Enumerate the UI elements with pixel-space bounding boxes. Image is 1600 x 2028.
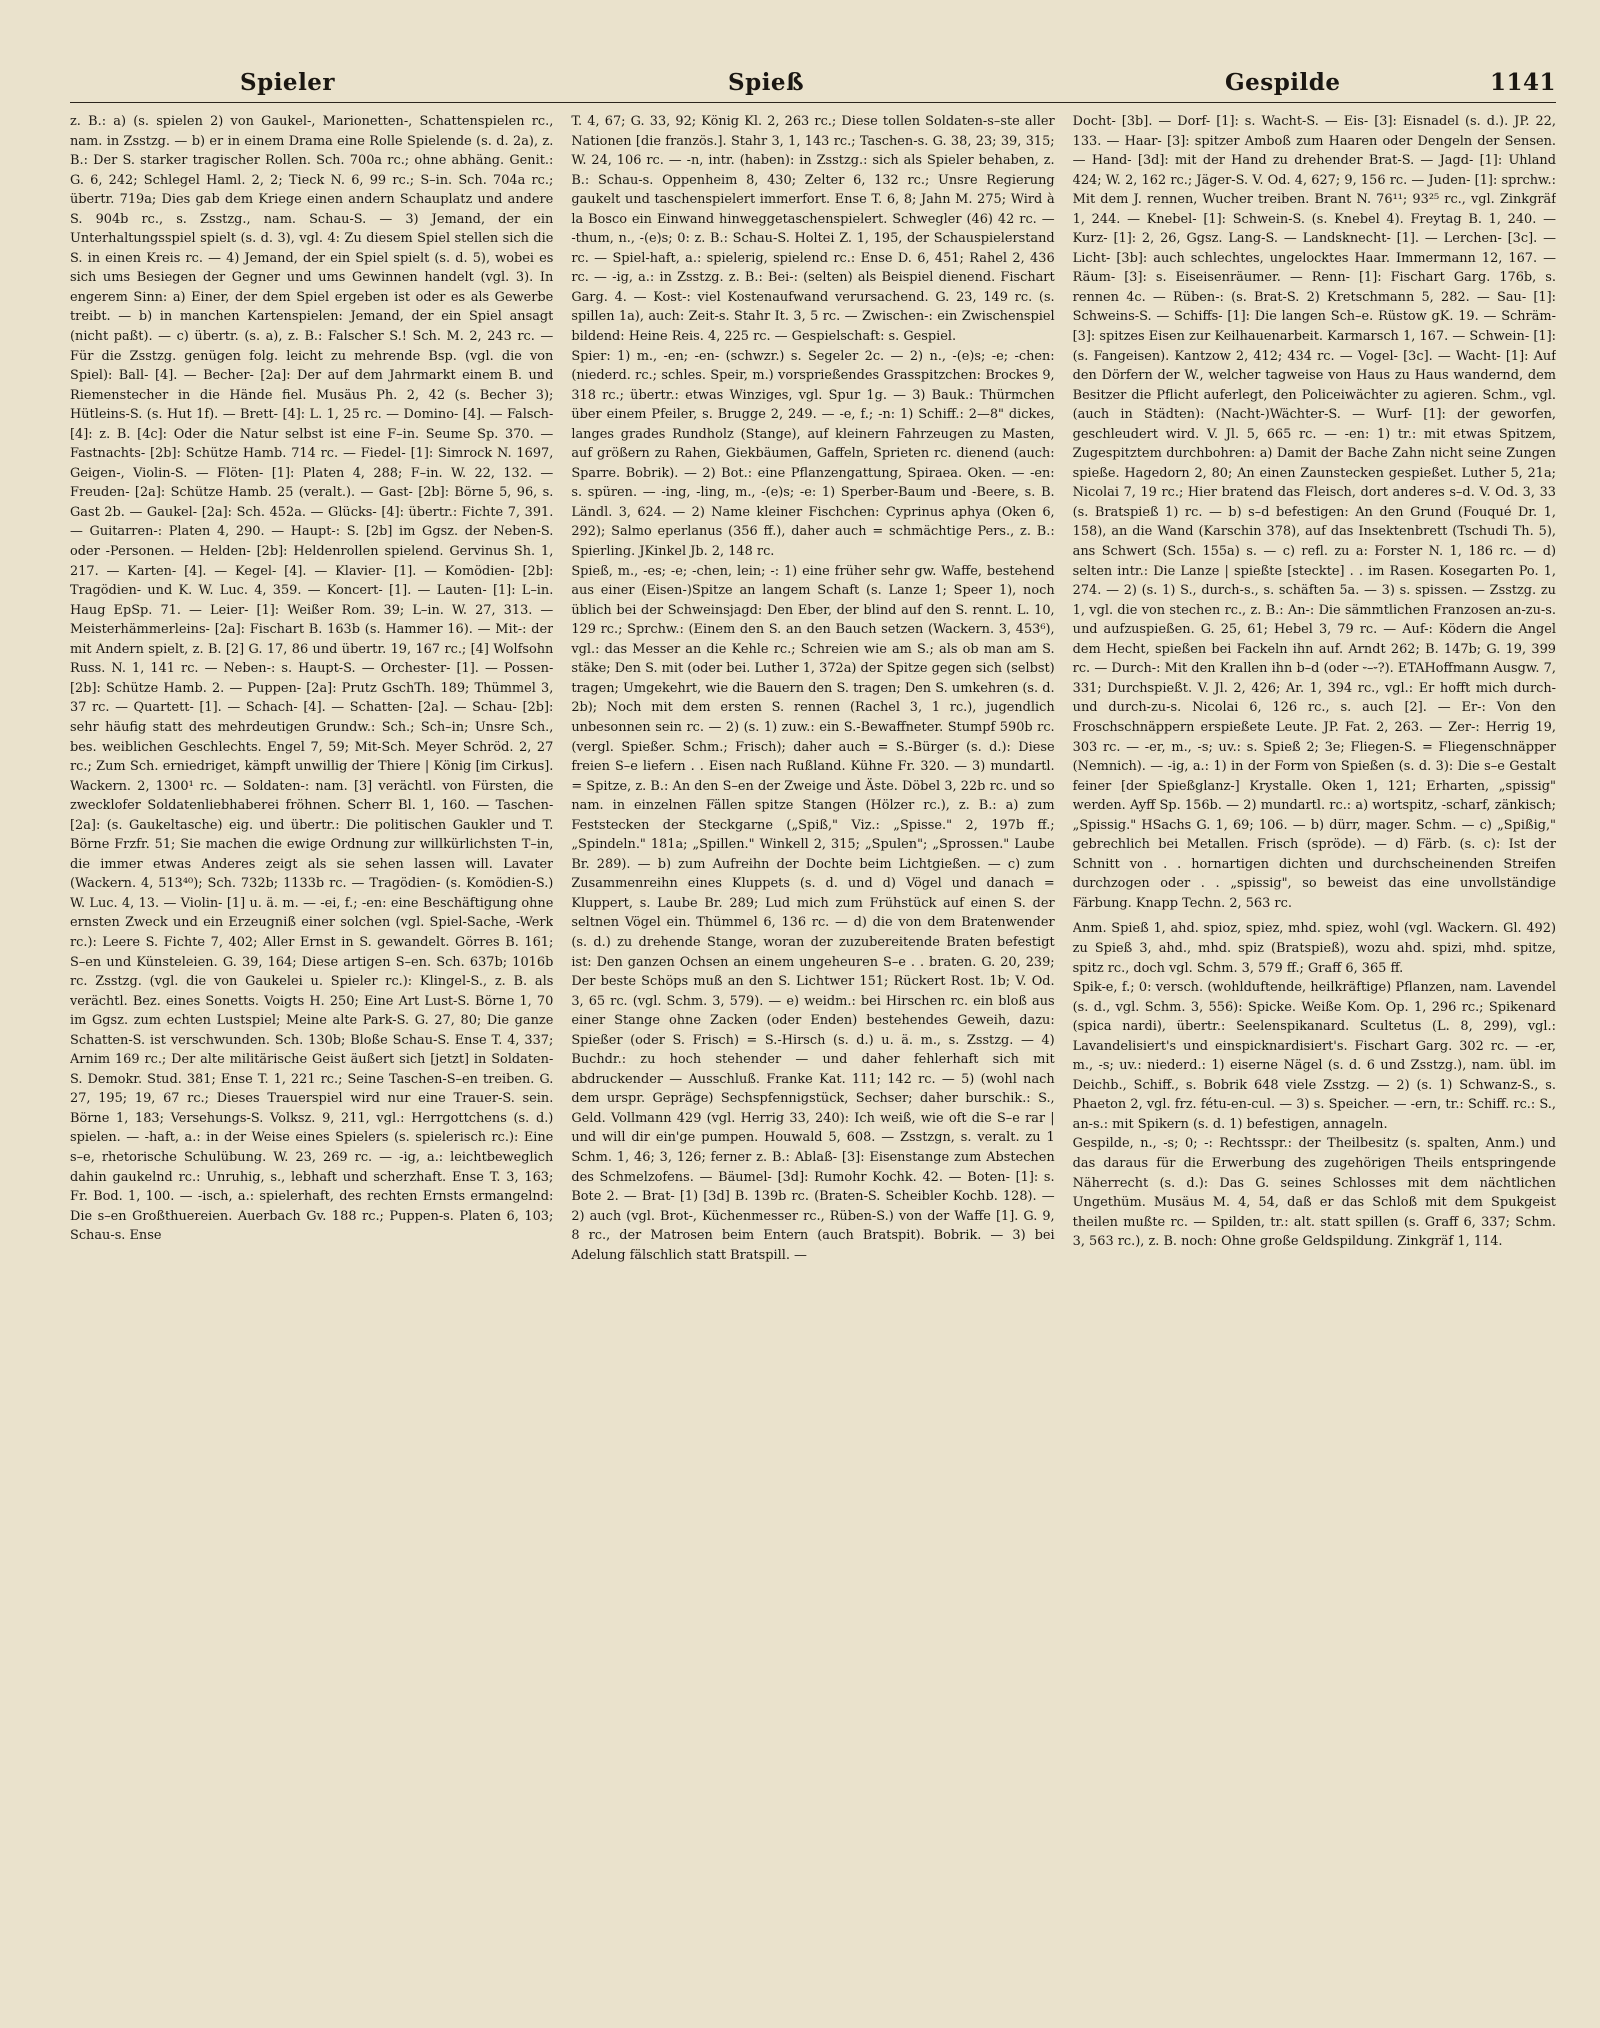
column-1 [70, 112, 553, 2012]
entry-paragraph: Spik-e, f.; 0: versch. (wohlduftende, heilkräftige) Pflanzen, nam. Lavendel (s. d., vgl. Schm. 3, 556): Spicke. Weiße Kom. Op. 1, 296 rc.; Spikenard (spica nardi), übertr.: Seelenspikanard. Scultetus (L. 8, 299), vgl.: Lavandelisiert's und einspicknardisiert's. Fischart Garg. 302 rc. — -er, m., -s; uv.: niederd.: 1) eiserne Nägel (s. d. 6 und Zsstzg.), nam. übl. im Deichb., Schiff., s. Bobrik 648 viele Zsstzg. — 2) (s. 1) Schwanz-S., s. Phaeton 2, vgl. frz. fétu-en-cul. — 3) s. Speicher. — -ern, tr.: Schiff. rc.: S., an-s.: mit Spikern (s. d. 1) befestigen, annageln. [1072, 980, 1556, 1132]
header-left-catchword: Spieler [240, 69, 336, 96]
column-2 [571, 112, 1054, 2012]
page-number: 1141 [1489, 69, 1556, 96]
column-3 [1073, 112, 1556, 2012]
text-columns [70, 112, 1556, 2012]
entry-paragraph: Spier: 1) m., -en; -en- (schwzr.) s. Segeler 2c. — 2) n., -(e)s; -e; -chen: (niederd. rc.; schles. Speir, m.) vorsprießendes Grasspitzchen: Brockes 9, 318 rc.; übertr.: etwas Winziges, vgl. Spur 1g. — 3) Bauk.: Thürmchen über einem Pfeiler, s. Brugge 2, 249. — -e, f.; -n: 1) Schiff.: 2—8" dickes, langes grades Rundholz (Stange), auf kleinern Fahrzeugen zu Masten, auf größern zu Rahen, Giekbäumen, Gaffeln, Sprieten rc. dienend (auch: Sparre. Bobrik). — 2) Bot.: eine Pflanzengattung, Spiraea. Oken. — -en: s. spüren. — -ing, -ling, m., -(e)s; -e: 1) Sperber-Baum und -Beere, s. B. Ländl. 3, 624. — 2) Name kleiner Fischchen: Cyprinus aphya (Oken 6, 292); Salmo eperlanus (356 ff.), daher auch = schmächtige Pers., z. B.: Spierling. JKinkel Jb. 2, 148 rc. [571, 348, 1055, 560]
header-right-catchword: Gespilde [1225, 69, 1341, 96]
header-middle-catchword: Spieß [728, 69, 805, 96]
etymology-note: Anm. Spieß 1, ahd. spioz, spiez, mhd. spiez, wohl (vgl. Wackern. Gl. 492) zu Spieß 3, ahd., mhd. spiz (Bratspieß), wozu ahd. spizi, mhd. spitze, spitz rc., doch vgl. Schm. 3, 579 ff.; Graff 6, 365 ff. [1072, 921, 1556, 976]
entry-paragraph: T. 4, 67; G. 33, 92; König Kl. 2, 263 rc.; Diese tollen Soldaten-s–ste aller Nationen [die französ.]. Stahr 3, 1, 143 rc.; Taschen-s. G. 38, 23; 39, 315; W. 24, 106 rc. — -n, intr. (haben): in Zsstzg.: sich als Spieler behaben, z. B.: Schau-s. Oppenheim 8, 430; Zelter 6, 132 rc.; Unsre Regierung gaukelt und taschenspielert immerfort. Ense T. 6, 8; Jahn M. 275; Wird à la Bosco ein Einwand hinweggetaschenspielert. Schwegler (46) 42 rc. — -thum, n., -(e)s; 0: z. B.: Schau-S. Holtei Z. 1, 195, der Schauspielerstand rc. — Spiel-haft, a.: spielerig, spielend rc.: Ense D. 6, 451; Rahel 2, 436 rc. — -ig, a.: in Zsstzg. z. B.: Bei-: (selten) als Beispiel dienend. Fischart Garg. 4. — Kost-: viel Kostenaufwand verursachend. G. 23, 149 rc. (s. spillen 1a), auch: Zeit-s. Stahr It. 3, 5 rc. — Zwischen-: ein Zwischenspiel bildend: Heine Reis. 4, 225 rc. — Gespielschaft: s. Gespiel. [571, 114, 1055, 345]
entry-paragraph: Docht- [3b]. — Dorf- [1]: s. Wacht-S. — Eis- [3]: Eisnadel (s. d.). JP. 22, 133. — Haar- [3]: spitzer Amboß zum Haaren oder Dengeln der Sensen. — Hand- [3d]: mit der Hand zu drehender Brat-S. — Jagd- [1]: Uhland 424; W. 2, 162 rc.; Jäger-S. V. Od. 4, 627; 9, 156 rc. — Juden- [1]: sprchw.: Mit dem J. rennen, Wucher treiben. Brant N. 76¹¹; 93²⁵ rc., vgl. Zinkgräf 1, 244. — Knebel- [1]: Schwein-S. (s. Knebel 4). Freytag B. 1, 240. — Kurz- [1]: 2, 26, Ggsz. Lang-S. — Landsknecht- [1]. — Lerchen- [3c]. — Licht- [3b]: auch schlechtes, ungelocktes Haar. Immermann 12, 167. — Räum- [3]: s. Eiseisenräumer. — Renn- [1]: Fischart Garg. 176b, s. rennen 4c. — Rüben-: (s. Brat-S. 2) Kretschmann 5, 282. — Sau- [1]: Schweins-S. — Schiffs- [1]: Die langen Sch–e. Rüstow gK. 19. — Schräm- [3]: spitzes Eisen zur Keilhauenarbeit. Karmarsch 1, 167. — Schwein- [1]: (s. Fangeisen). Kantzow 2, 412; 434 rc. — Vogel- [3c]. — Wacht- [1]: Auf den Dörfern der W., welcher tagweise von Haus zu Haus wandernd, dem Besitzer die Pflicht auferlegt, den Policeiwächter zu agieren. Schm., vgl. (auch in Städten): (Nacht-)Wächter-S. — Wurf- [1]: der geworfen, geschleudert wird. V. Jl. 5, 665 rc. — -en: 1) tr.: mit etwas Spitzem, Zugespitztem durchbohren: a) Damit der Bache Zahn nicht seine Zungen spieße. Hagedorn 2, 80; An einen Zaunstecken gespießet. Luther 5, 21a; Nicolai 7, 19 rc.; Hier bratend das Fleisch, dort anderes s–d. V. Od. 3, 33 (s. Bratspieß 1) rc. — b) s–d befestigen: An den Grund (Fouqué Dr. 1, 158), an die Wand (Karschin 378), auf das Insektenbrett (Tschudi Th. 5), ans Schwert (Sch. 155a) s. — c) refl. zu a: Forster N. 1, 186 rc. — d) selten intr.: Die Lanze | spießte [steckte] . . im Rasen. Kosegarten Po. 1, 274. — 2) (s. 1) S., durch-s., s. schäften 5a. — 3) s. spissen. — Zsstzg. zu 1, vgl. die von stechen rc., z. B.: An-: Die sämmtlichen Franzosen an-zu-s. und aufzuspießen. G. 25, 61; Hebel 3, 79 rc. — Auf-: Ködern die Angel dem Hecht, spießen bei Fackeln ihn auf. Arndt 262; B. 147b; G. 19, 399 rc. — Durch-: Mit den Krallen ihn b–d (oder ⏑–⏑?). ETAHoffmann Ausgw. 7, 331; Durchspießt. V. Jl. 2, 426; Ar. 1, 394 rc., vgl.: Er hofft mich durch- und durch-zu-s. Nicolai 6, 126 rc., s. auch [2]. — Er-: Von den Froschschnäppern erspießete Leute. JP. Fat. 2, 263. — Zer-: Herrig 19, 303 rc. — -er, m., -s; uv.: s. Spieß 2; 3e; Fliegen-S. = Fliegenschnäpper (Nemnich). — -ig, a.: 1) in der Form von Spießen (s. d. 3): Die s–e Gestalt feiner [der Spießglanz-] Krystalle. Oken 1, 121; Erharten, „spissig" werden. Ayff Sp. 156b. — 2) mundartl. rc.: a) wortspitz, -scharf, zänkisch; „Spissig." HSachs G. 1, 69; 106. — b) dürr, mager. Schm. — c) „Spißig," gebrechlich bei Metallen. Frisch (spröde). — d) Färb. (s. c): Ist der Schnitt von . . hornartigen dichten und durchscheinenden Streifen durchzogen oder . . „spissig", so beweist das eine unvollständige Färbung. Knapp Techn. 2, 563 rc. [1072, 114, 1556, 911]
entry-paragraph: Spieß, m., -es; -e; -chen, lein; -: 1) eine früher sehr gw. Waffe, bestehend aus einer (Eisen-)Spitze an langem Schaft (s. Lanze 1; Speer 1), noch üblich bei der Schweinsjagd: Den Eber, der blind auf den S. rennt. L. 10, 129 rc.; Sprchw.: (Einem den S. an den Bauch setzen (Wackern. 3, 453⁶), vgl.: das Messer an die Kehle rc.; Schreien wie am S.; als ob man am S. stäke; Den S. mit (oder bei. Luther 1, 372a) der Spitze gegen sich (selbst) tragen; Umgekehrt, wie die Bauern den S. tragen; Den S. umkehren (s. d. 2b); Noch mit dem ersten S. rennen (Rachel 3, 1 rc.), jugendlich unbesonnen sein rc. — 2) (s. 1) zuw.: ein S.-Bewaffneter. Stumpf 590b rc. (vergl. Spießer. Schm.; Frisch); daher auch = S.-Bürger (s. d.): Diese freien S–e liefern . . Eisen nach Rußland. Kühne Fr. 320. — 3) mundartl. = Spitze, z. B.: An den S–en der Zweige und Äste. Döbel 3, 22b rc. und so nam. in einzelnen Fällen spitze Stangen (Hölzer rc.), z. B.: a) zum Feststecken der Steckgarne („Spiß," Viz.: „Spisse." 2, 197b ff.; „Spindeln." 181a; „Spillen." Winkell 2, 315; „Spulen"; „Sprossen." Laube Br. 289). — b) zum Aufreihn der Dochte beim Lichtgießen. — c) zum Zusammenreihn eines Kluppets (s. d. und d) Vögel und danach = Kluppert, s. Laube Br. 289; Lud mich zum Frühstück auf einen S. der seltnen Vögel ein. Thümmel 6, 136 rc. — d) die von dem Bratenwender (s. d.) zu drehende Stange, woran der zuzubereitende Braten befestigt ist: Den ganzen Ochsen an einem ungeheuren S–e . . braten. G. 20, 239; Der beste Schöps muß an den S. Lichtwer 151; Rückert Rost. 1b; V. Od. 3, 65 rc. (vgl. Schm. 3, 579). — e) weidm.: bei Hirschen rc. ein bloß aus einer Stange ohne Zacken (oder Enden) bestehendes Geweih, dazu: Spießer (oder S. Frisch) = S.-Hirsch (s. d.) u. ä. m., s. Zsstzg. — 4) Buchdr.: zu hoch stehender — und daher fehlerhaft sich mit abdruckender — Ausschluß. Franke Kat. 111; 142 rc. — 5) (wohl nach dem urspr. Gepräge) Sechspfennigstück, Sechser; daher burschik.: S., Geld. Vollmann 429 (vgl. Herrig 33, 240): Ich weiß, wie oft die S–e rar | und will dir ein'ge pumpen. Houwald 5, 608. — Zsstzgn, s. veralt. zu 1 Schm. 1, 46; 3, 126; ferner z. B.: Ablaß- [3]: Eisenstange zum Abstechen des Schmelzofens. — Bäumel- [3d]: Rumohr Kochk. 42. — Boten- [1]: s. Bote 2. — Brat- [1) [3d] B. 139b rc. (Braten-S. Scheibler Kochb. 128). — 2) auch (vgl. Brot-, Küchenmesser rc., Rüben-S.) von der Waffe [1]. G. 9, 8 rc., der Matrosen beim Entern (auch Bratspit). Bobrik. — 3) bei Adelung fälschlich statt Bratspill. — [571, 563, 1055, 1263]
entry-paragraph: Gespilde, n., -s; 0; -: Rechtsspr.: der Theilbesitz (s. spalten, Anm.) und das daraus für die Erwerbung des zugehörigen Theils entspringende Näherrecht (s. d.): Das G. seines Schlosses mit dem nächtlichen Ungethüm. Musäus M. 4, 54, daß er das Schloß mit dem Spukgeist theilen mußte rc. — Spilden, tr.: alt. statt spillen (s. Graff 6, 337; Schm. 3, 563 rc.), z. B. noch: Ohne große Geldspildung. Zinkgräf 1, 114. [1072, 1136, 1556, 1250]
page-header [70, 62, 1556, 103]
entry-paragraph: z. B.: a) (s. spielen 2) von Gaukel-, Marionetten-, Schattenspielen rc., nam. in Zsstzg. — b) er in einem Drama eine Rolle Spielende (s. d. 2a), z. B.: Der S. starker tragischer Rollen. Sch. 700a rc.; ohne abhäng. Genit.: G. 6, 242; Schlegel Haml. 2, 2; Tieck N. 6, 99 rc.; S–in. Sch. 704a rc.; übertr. 719a; Dies gab dem Kriege einen andern Schauplatz und andere S. 904b rc., s. Zsstzg., nam. Schau-S. — 3) Jemand, der ein Unterhaltungsspiel spielt (s. d. 3), vgl. 4: Zu diesem Spiel stellen sich die S. in einen Kreis rc. — 4) Jemand, der ein Spiel spielt (s. d. 5), wobei es sich ums Besiegen der Gegner und ums Gewinnen handelt (vgl. 3). In engerem Sinn: a) Einer, der dem Spiel ergeben ist oder es als Gewerbe treibt. — b) in manchen Kartenspielen: Jemand, der ein Spiel ansagt (nicht paßt). — c) übertr. (s. a), z. B.: Falscher S.! Sch. M. 2, 243 rc. — Für die Zsstzg. genügen folg. leicht zu mehrende Bsp. (vgl. die von Spiel): Ball- [4]. — Becher- [2a]: Der auf dem Jahrmarkt einem B. und Riemenstecher in die Hände fiel. Musäus Ph. 2, 42 (s. Becher 3); Hütleins-S. (s. Hut 1f). — Brett- [4]: L. 1, 25 rc. — Domino- [4]. — Falsch- [4]: z. B. [4c]: Oder die Natur selbst ist eine F–in. Seume Sp. 370. — Fastnachts- [2b]: Schütze Hamb. 714 rc. — Fiedel- [1]: Simrock N. 1697, Geigen-, Violin-S. — Flöten- [1]: Platen 4, 288; F–in. W. 22, 132. — Freuden- [2a]: Schütze Hamb. 25 (veralt.). — Gast- [2b]: Börne 5, 96, s. Gast 2b. — Gaukel- [2a]: Sch. 452a. — Glücks- [4]: übertr.: Fichte 7, 391. — Guitarren-: Platen 4, 290. — Haupt-: S. [2b] im Ggsz. der Neben-S. oder -Personen. — Helden- [2b]: Heldenrollen spielend. Gervinus Sh. 1, 217. — Karten- [4]. — Kegel- [4]. — Klavier- [1]. — Komödien- [2b]: Tragödien- und K. W. Luc. 4, 359. — Koncert- [1]. — Lauten- [1]: L–in. Haug EpSp. 71. — Leier- [1]: Weißer Rom. 39; L–in. W. 27, 313. — Meisterhämmerleins- [2a]: Fischart B. 163b (s. Hammer 16). — Mit-: der mit Andern spielt, z. B. [2] G. 17, 86 und übertr. 19, 167 rc.; [4] Wolfsohn Russ. N. 1, 141 rc. — Neben-: s. Haupt-S. — Orchester- [1]. — Possen- [2b]: Schütze Hamb. 2. — Puppen- [2a]: Prutz GschTh. 189; Thümmel 3, 37 rc. — Quartett- [1]. — Schach- [4]. — Schatten- [2a]. — Schau- [2b]: sehr häufig statt des mehrdeutigen Grundw.: Sch.; Sch–in; Unsre Sch., bes. weiblichen Geschlechts. Engel 7, 59; Mit-Sch. Meyer Schröd. 2, 27 rc.; Zum Sch. erniedriget, kämpft unwillig der Thiere | König [im Cirkus]. Wackern. 2, 1300¹ rc. — Soldaten-: nam. [3] verächtl. von Fürsten, die zwecklofer Soldatenliebhaberei fröhnen. Scherr Bl. 1, 160. — Taschen- [2a]: (s. Gaukeltasche) eig. und übertr.: Die politischen Gaukler und T. Börne Frzfr. 51; Sie machen die ewige Ordnung zur willkürlichsten T–in, die immer etwas Anderes zeigt als sie sehen lassen will. Lavater (Wackern. 4, 513⁴⁰); Sch. 732b; 1133b rc. — Tragödien- (s. Komödien-S.) W. Luc. 4, 13. — Violin- [1] u. ä. m. — -ei, f.; -en: eine Beschäftigung ohne ernsten Zweck und ein Erzeugniß einer solchen (vgl. Spiel-Sache, -Werk rc.): Leere S. Fichte 7, 402; Aller Ernst in S. gewandelt. Görres B. 161; S–en und Künsteleien. G. 39, 164; Diese artigen S–en. Sch. 637b; 1016b rc. Zsstzg. (vgl. die von Gaukelei u. Spieler rc.): Klingel-S., z. B. als verächtl. Bez. eines Sonetts. Voigts H. 250; Eine Art Lust-S. Börne 1, 70 im Ggsz. zum echten Lustspiel; Meine alte Park-S. G. 27, 80; Die ganze Schatten-S. ist verschwunden. Sch. 130b; Bloße Schau-S. Ense T. 4, 337; Arnim 169 rc.; Der alte militärische Geist äußert sich [jetzt] in Soldaten-S. Demokr. Stud. 381; Ense T. 1, 221 rc.; Seine Taschen-S–en treiben. G. 27, 195; 19, 67 rc.; Dieses Trauerspiel wird nur eine Trauer-S. sein. Börne 1, 183; Versehungs-S. Volksz. 9, 211, vgl.: Herrgottchens (s. d.) spielen. — -haft, a.: in der Weise eines Spielers (s. spielerisch rc.): Eine s–e, rhetorische Schulübung. W. 23, 269 rc. — -ig, a.: leichtbeweglich dahin gaukelnd rc.: Unruhig, s., lebhaft und scherzhaft. Ense T. 3, 163; Fr. Bod. 1, 100. — -isch, a.: spielerhaft, des rechten Ernsts ermangelnd: Die s–en Großthuereien. Auerbach Gv. 188 rc.; Puppen-s. Platen 6, 103; Schau-s. Ense [70, 114, 554, 1244]
